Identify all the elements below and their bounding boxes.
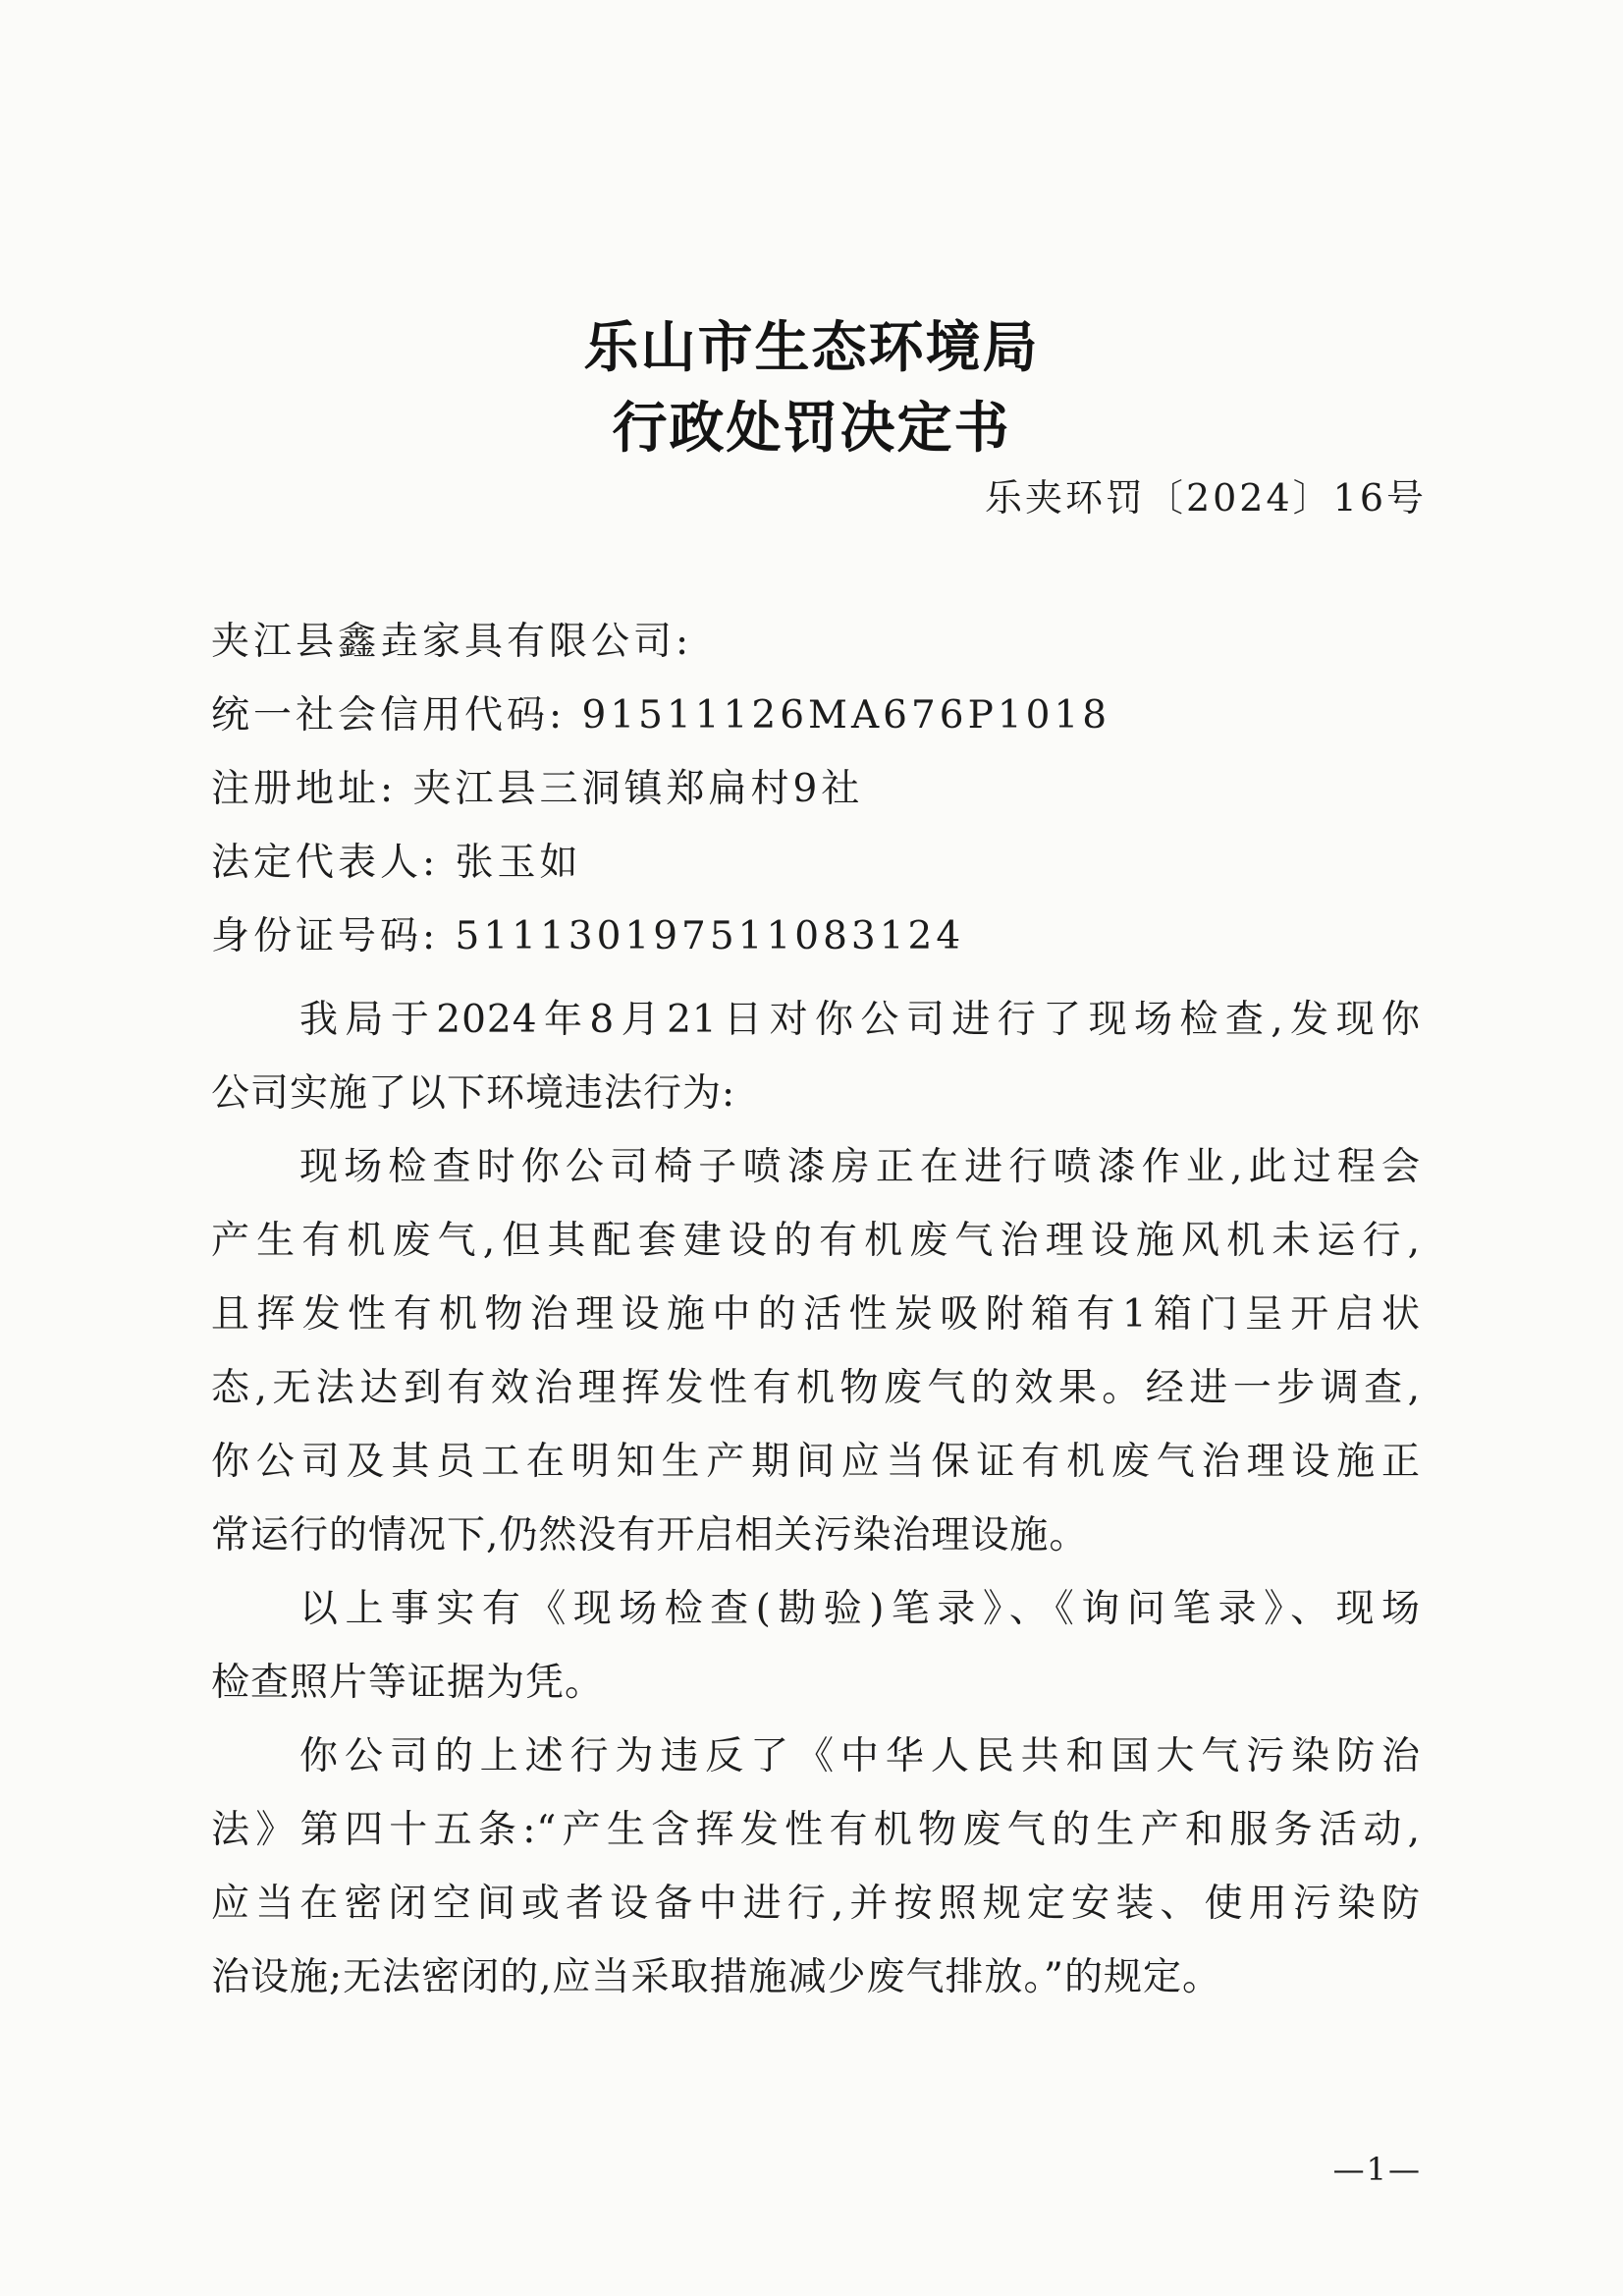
party-legal-rep: 法定代表人: 张玉如 [211, 841, 582, 885]
paragraph-line: 你公司及其员工在明知生产期间应当保证有机废气治理设施正 [211, 1440, 1421, 1484]
paragraph-line: 应当在密闭空间或者设备中进行,并按照规定安装、使用污染防 [211, 1882, 1421, 1926]
paragraph-line: 你公司的上述行为违反了《中华人民共和国大气污染防治 [299, 1734, 1421, 1778]
paragraph-line: 法》第四十五条:“产生含挥发性有机物废气的生产和服务活动, [211, 1808, 1421, 1852]
paragraph-line: 治设施;无法密闭的,应当采取措施减少废气排放。”的规定。 [211, 1955, 1221, 1999]
paragraph-line: 常运行的情况下,仍然没有开启相关污染治理设施。 [211, 1513, 1089, 1558]
paragraph-line: 且挥发性有机物治理设施中的活性炭吸附箱有1箱门呈开启状 [211, 1292, 1421, 1337]
paragraph-line: 我局于2024年8月21日对你公司进行了现场检查,发现你 [299, 998, 1421, 1042]
party-credit-code: 统一社会信用代码: 91511126MA676P1018 [211, 693, 1111, 738]
paragraph-line: 检查照片等证据为凭。 [211, 1661, 605, 1705]
paragraph-line: 现场检查时你公司椅子喷漆房正在进行喷漆作业,此过程会 [299, 1145, 1421, 1189]
paragraph-line: 公司实施了以下环境违法行为: [211, 1071, 736, 1116]
doc-title: 行政处罚决定书 [612, 396, 1011, 461]
paragraph-line: 态,无法达到有效治理挥发性有机物废气的效果。经进一步调查, [211, 1366, 1421, 1410]
org-title: 乐山市生态环境局 [583, 315, 1040, 380]
paragraph-line: 产生有机废气,但其配套建设的有机废气治理设施风机未运行, [211, 1219, 1421, 1263]
doc-number: 乐夹环罚〔2024〕16号 [984, 476, 1427, 519]
party-company: 夹江县鑫垚家具有限公司: [211, 620, 693, 664]
party-address: 注册地址: 夹江县三洞镇郑扁村9社 [211, 767, 864, 811]
party-id-number: 身份证号码: 511130197511083124 [211, 914, 965, 958]
paragraph-line: 以上事实有《现场检查(勘验)笔录》、《询问笔录》、现场 [299, 1587, 1421, 1631]
page-number: —1— [1332, 2151, 1422, 2188]
